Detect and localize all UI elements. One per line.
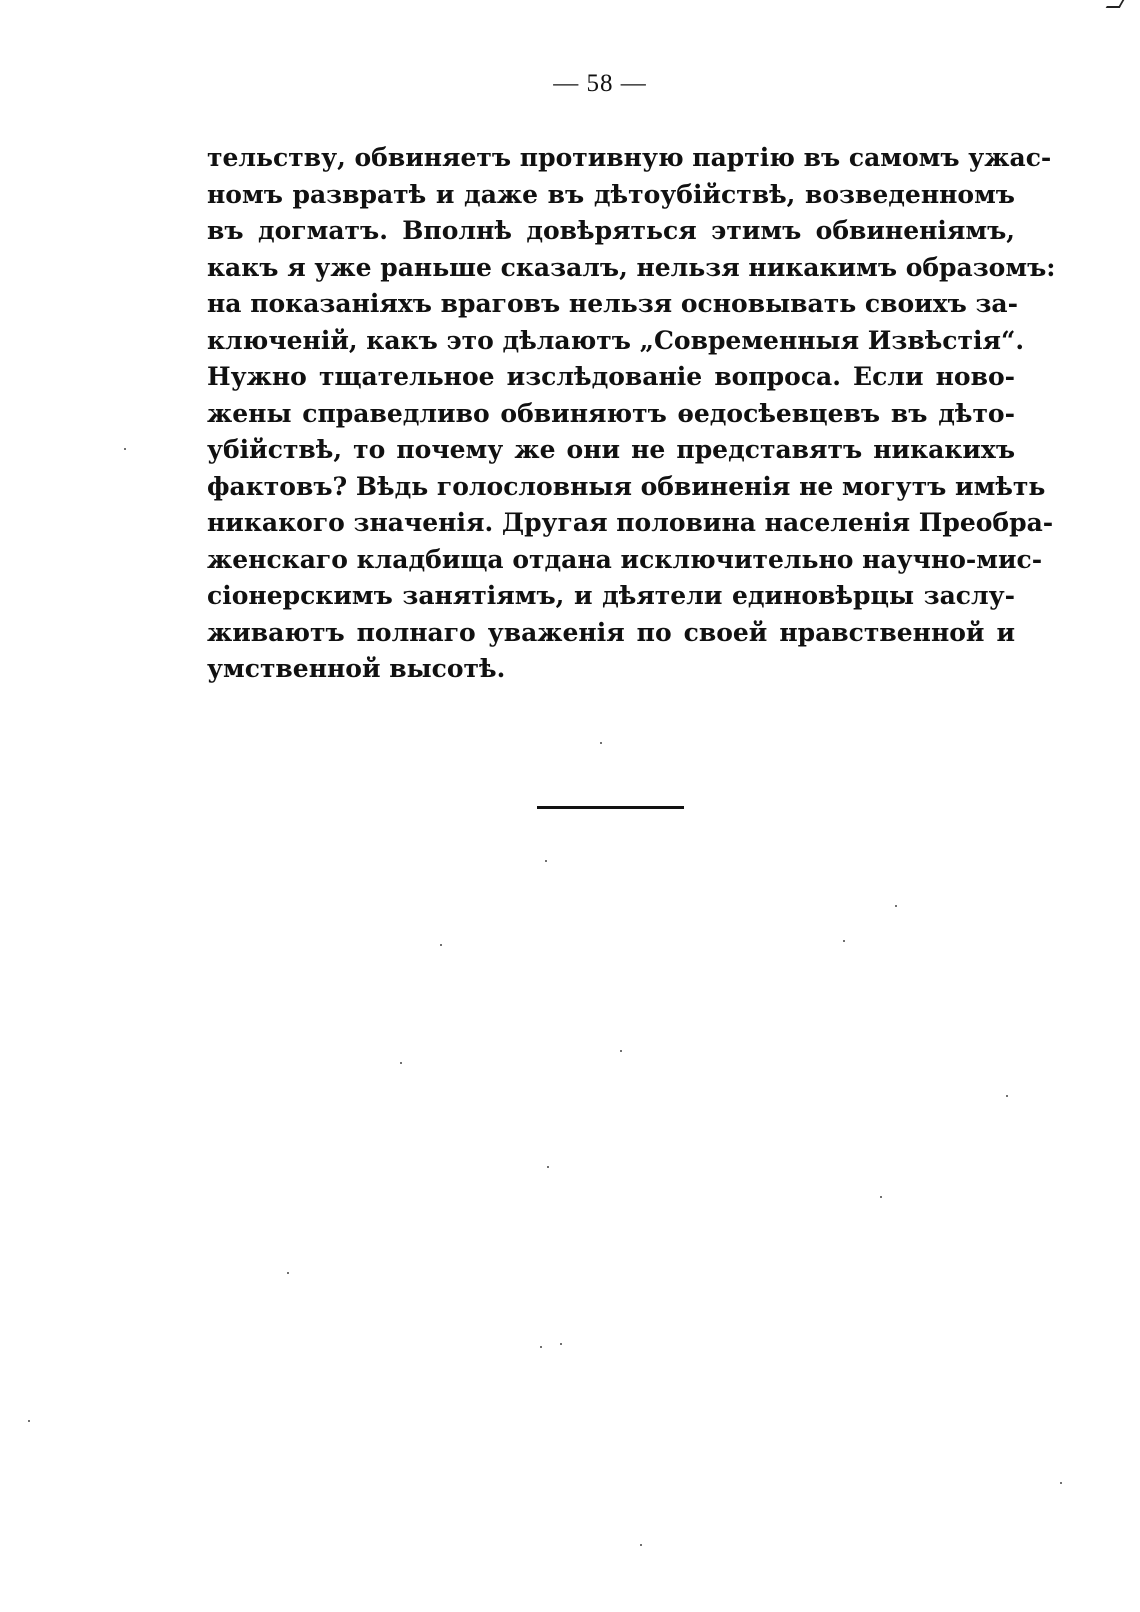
text-line: фактовъ? Вѣдь голословныя обвиненія не могутъ имѣть <box>207 471 1046 501</box>
text-line: ключеній, какъ это дѣлаютъ „Современныя Извѣстія“. <box>207 325 1025 355</box>
end-rule <box>537 806 684 809</box>
scan-speck <box>540 1346 542 1348</box>
scan-speck <box>1060 1482 1062 1484</box>
text-line: номъ развратѣ и даже въ дѣтоубійствѣ, возведенномъ <box>207 179 1015 209</box>
scan-speck <box>600 742 602 744</box>
scan-speck <box>640 1544 642 1546</box>
body-text <box>207 140 1056 688</box>
text-line: какъ я уже раньше сказалъ, нельзя никакимъ образомъ: <box>207 252 1056 282</box>
scan-speck <box>895 905 897 907</box>
scan-speck <box>547 1166 549 1168</box>
text-line: на показаніяхъ враговъ нельзя основывать своихъ за- <box>207 289 1019 318</box>
scan-speck <box>560 1343 562 1345</box>
scan-speck <box>400 1062 402 1064</box>
text-line: сіонерскимъ занятіямъ, и дѣятели единовѣрцы заслу- <box>207 581 1015 610</box>
text-line: жены справедливо обвиняютъ ѳедосѣевцевъ въ дѣто- <box>207 398 1015 428</box>
text-line: умственной высотѣ. <box>207 654 506 683</box>
text-line: живаютъ полнаго уваженія по своей нравственной и <box>207 617 1015 647</box>
scan-speck <box>843 940 845 942</box>
text-line: тельству, обвиняетъ противную партію въ самомъ ужас- <box>207 143 1052 172</box>
scan-speck <box>620 1050 622 1052</box>
scan-speck <box>124 448 126 450</box>
text-line: Нужно тщательное изслѣдованіе вопроса. Если ново- <box>207 362 1015 391</box>
scan-speck <box>545 860 547 862</box>
text-line: никакого значенія. Другая половина населенія Преобра- <box>207 508 1054 537</box>
page-number: — 58 — <box>553 70 647 97</box>
text-line: убійствѣ, то почему же они не представятъ никакихъ <box>207 435 1015 464</box>
scan-speck <box>440 944 442 946</box>
scan-corner-mark <box>1106 0 1125 8</box>
scan-speck <box>287 1272 289 1274</box>
text-line: женскаго кладбища отдана исключительно научно-мис- <box>207 544 1043 574</box>
scan-speck <box>1006 1095 1008 1097</box>
text-line: въ догматъ. Вполнѣ довѣряться этимъ обвиненіямъ, <box>207 216 1015 245</box>
scan-speck <box>28 1420 30 1422</box>
scan-speck <box>880 1196 882 1198</box>
